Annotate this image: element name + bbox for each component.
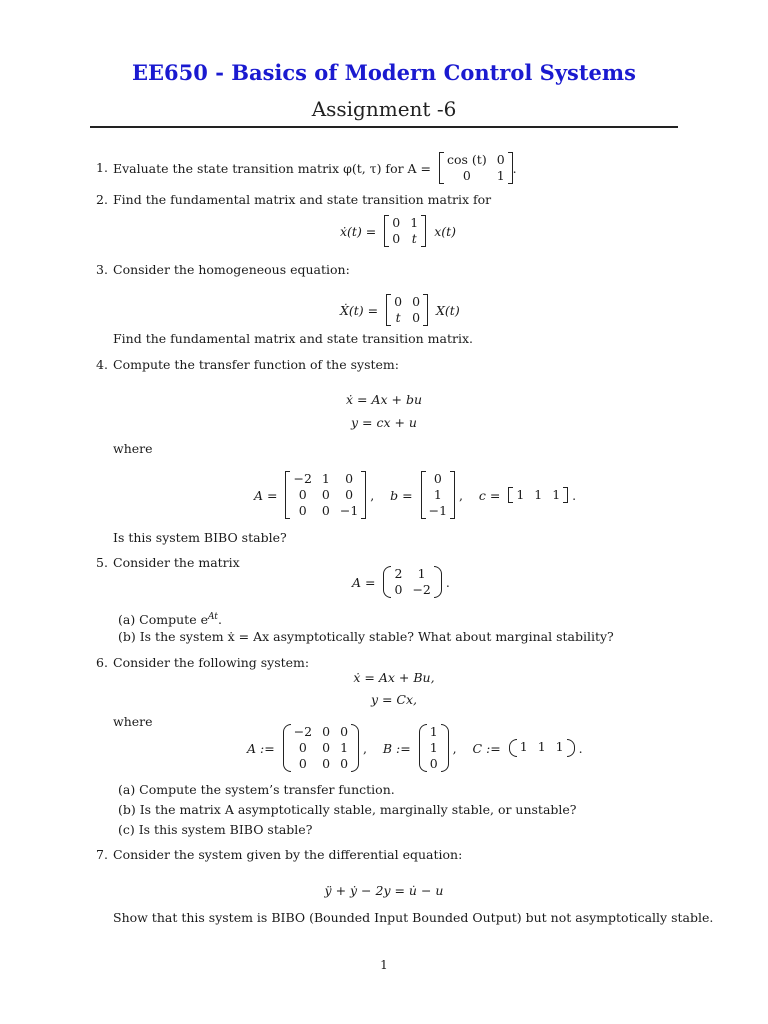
problem-6-text: Consider the following system: (113, 655, 310, 670)
problem-7-equation: ÿ + ẏ − 2y = u̇ − u (324, 883, 444, 898)
problem-6-part-a: (a) Compute the system’s transfer function. (118, 782, 395, 797)
problem-3-text: Consider the homogeneous equation: (113, 262, 350, 277)
problem-4-state-equation: ẋ = Ax + bu (345, 392, 423, 407)
problem-6-vector-C: 1 1 1 (509, 739, 575, 757)
problem-4-vector-b: 0 1 −1 (421, 471, 455, 519)
problem-6-vector-B: 1 1 0 (419, 724, 449, 772)
document-title: EE650 - Basics of Modern Control Systems (132, 60, 636, 85)
problem-1: Evaluate the state transition matrix φ(t, τ) for A = cos (t) 0 0 1 . (113, 152, 517, 183)
page-number: 1 (380, 958, 388, 972)
problem-6-where: where (113, 714, 153, 729)
problem-5-number: 5. (96, 555, 108, 570)
problem-4-vector-c: 1 1 1 (508, 487, 568, 503)
problem-2-text: Find the fundamental matrix and state transition matrix for (113, 192, 492, 207)
problem-2-number: 2. (96, 192, 108, 207)
assignment-subtitle: Assignment -6 (311, 97, 457, 121)
problem-4-number: 4. (96, 357, 108, 372)
problem-5-matrix: A = 2 1 0 −2 . (352, 566, 450, 597)
problem-4-text: Compute the transfer function of the system: (113, 357, 399, 372)
problem-4-question: Is this system BIBO stable? (113, 530, 287, 545)
problem-7-text: Consider the system given by the differential equation: (113, 847, 463, 862)
problem-6-output-equation: y = Cx, (370, 692, 418, 707)
problem-3-number: 3. (96, 262, 108, 277)
problem-6-matrices: A := −2 0 0 0 0 1 0 0 0 , B := 1 1 0 , C := 1 1 1 . (247, 724, 583, 771)
problem-6-part-b: (b) Is the matrix A asymptotically stable, marginally stable, or unstable? (118, 802, 577, 817)
problem-1-text: Evaluate the state transition matrix φ(t, τ) for A = (113, 160, 432, 176)
problem-3-equation: Ẋ(t) = 0 0 t 0 X(t) (340, 294, 460, 325)
problem-4-where: where (113, 441, 153, 456)
problem-5-text: Consider the matrix (113, 555, 240, 570)
problem-1-matrix: cos (t) 0 0 1 (439, 152, 513, 184)
problem-7-number: 7. (96, 847, 108, 862)
problem-6-state-equation: ẋ = Ax + Bu, (353, 670, 435, 685)
title-rule (90, 126, 678, 128)
problem-7-followup: Show that this system is BIBO (Bounded Input Bounded Output) but not asymptotically stable. (113, 910, 714, 925)
problem-6-matrix-A: −2 0 0 0 0 1 0 0 0 (283, 724, 359, 772)
problem-3-followup: Find the fundamental matrix and state transition matrix. (113, 331, 473, 346)
problem-4-output-equation: y = cx + u (350, 415, 417, 430)
problem-4-matrices: A = −2 1 0 0 0 0 0 0 −1 , b = 0 1 −1 , c = 1 1 1 . (254, 471, 577, 518)
problem-4-matrix-A: −2 1 0 0 0 0 0 0 −1 (285, 471, 366, 519)
problem-5-part-a: (a) Compute $e^{At}$. (118, 612, 222, 628)
problem-5-part-b: (b) Is the system ẋ = Ax asymptotically stable? What about marginal stability? (118, 629, 614, 644)
problem-1-number: 1. (96, 160, 108, 175)
problem-6-number: 6. (96, 655, 108, 670)
problem-2-equation: ẋ(t) = 0 1 0 t x(t) (340, 215, 457, 246)
problem-6-part-c: (c) Is this system BIBO stable? (118, 822, 313, 837)
